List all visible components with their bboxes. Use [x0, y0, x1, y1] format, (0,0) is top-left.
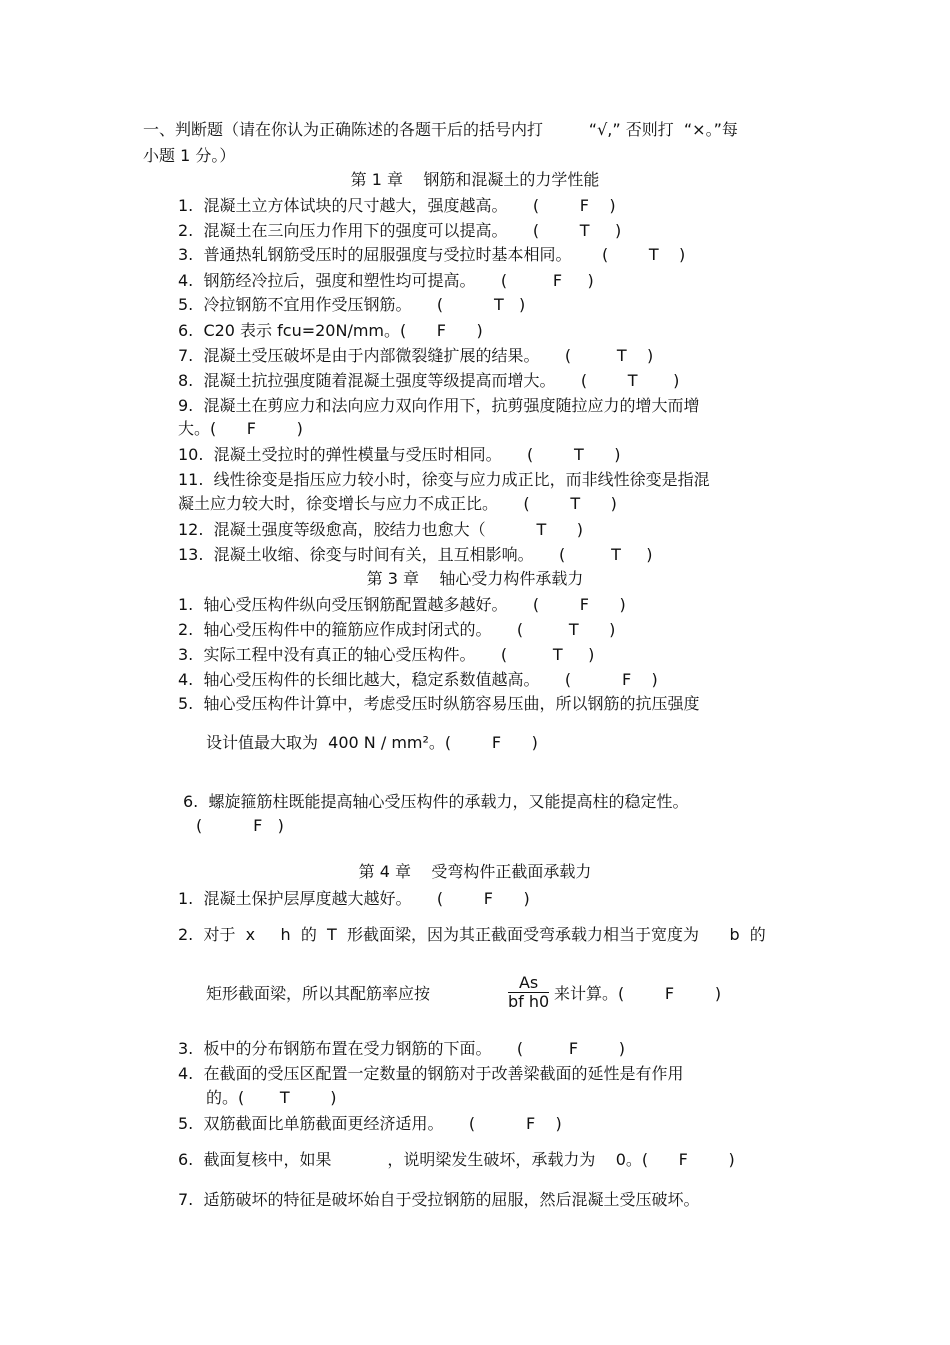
ch1-item: 6. C20 表示 fcu=20N/mm。( F ) — [178, 321, 483, 340]
ch4-item: 5. 双筋截面比单筋截面更经济适用。 ( F ) — [178, 1114, 562, 1133]
ch3-item: 5. 轴心受压构件计算中，考虑受压时纵筋容易压曲，所以钢筋的抗压强度 — [178, 694, 700, 713]
ch1-item: 凝土应力较大时，徐变增长与应力不成正比。 ( T ) — [178, 494, 617, 513]
ch3-item: 6. 螺旋箍筋柱既能提高轴心受压构件的承载力，又能提高柱的稳定性。 — [183, 792, 689, 811]
reinforcement-ratio-fraction — [508, 974, 549, 1011]
ch1-item: 3. 普通热轧钢筋受压时的屈服强度与受拉时基本相同。 ( T ) — [178, 245, 686, 264]
ch1-item: 11. 线性徐变是指压应力较小时，徐变与应力成正比，而非线性徐变是指混 — [178, 470, 710, 489]
header-line-2: 小题 1 分。） — [143, 146, 236, 165]
ch3-item: 3. 实际工程中没有真正的轴心受压构件。 ( T ) — [178, 645, 595, 664]
header-line-1: 一、判断题（请在你认为正确陈述的各题干后的括号内打 “√,” 否则打 “×。”每 — [143, 120, 738, 139]
chapter-1-title: 第 1 章 钢筋和混凝土的力学性能 — [350, 170, 600, 189]
ch1-item: 2. 混凝土在三向压力作用下的强度可以提高。 ( T ) — [178, 221, 622, 240]
ch1-item: 7. 混凝土受压破坏是由于内部微裂缝扩展的结果。 ( T ) — [178, 346, 654, 365]
chapter-3-title: 第 3 章 轴心受力构件承载力 — [366, 569, 584, 588]
ch4-item: 来计算。( F ) — [554, 984, 722, 1003]
ch4-item: 的。( T ) — [206, 1088, 337, 1107]
chapter-4-title: 第 4 章 受弯构件正截面承载力 — [358, 862, 592, 881]
ch1-item: 10. 混凝土受拉时的弹性模量与受压时相同。 ( T ) — [178, 445, 621, 464]
ch1-item: 5. 冷拉钢筋不宜用作受压钢筋。 ( T ) — [178, 295, 526, 314]
ch4-item: 1. 混凝土保护层厚度越大越好。 ( F ) — [178, 889, 530, 908]
ch1-item: 8. 混凝土抗拉强度随着混凝土强度等级提高而增大。 ( T ) — [178, 371, 680, 390]
ch4-item: 矩形截面梁，所以其配筋率应按 — [206, 984, 431, 1003]
ch4-item: 2. 对于 x h 的 T 形截面梁，因为其正截面受弯承载力相当于宽度为 b 的 — [178, 925, 766, 944]
ch1-item: 12. 混凝土强度等级愈高，胶结力也愈大（ T ) — [178, 520, 584, 539]
ch3-item: ( F ) — [196, 816, 284, 835]
ch4-item: 4. 在截面的受压区配置一定数量的钢筋对于改善梁截面的延性是有作用 — [178, 1064, 684, 1083]
ch4-item: 6. 截面复核中，如果 ，说明梁发生破坏，承载力为 0。( F ) — [178, 1150, 735, 1169]
ch1-item: 4. 钢筋经冷拉后，强度和塑性均可提高。 ( F ) — [178, 271, 594, 290]
ch4-item: 7. 适筋破坏的特征是破坏始自于受拉钢筋的屈服，然后混凝土受压破坏。 — [178, 1190, 700, 1209]
ch3-item: 1. 轴心受压构件纵向受压钢筋配置越多越好。 ( F ) — [178, 595, 626, 614]
ch1-item: 9. 混凝土在剪应力和法向应力双向作用下，抗剪强度随拉应力的增大而增 — [178, 396, 700, 415]
ch3-item: 设计值最大取为 400 N / mm²。( F ) — [206, 733, 538, 752]
ch3-item: 4. 轴心受压构件的长细比越大，稳定系数值越高。 ( F ) — [178, 670, 658, 689]
ch1-item: 1. 混凝土立方体试块的尺寸越大，强度越高。 ( F ) — [178, 196, 616, 215]
fraction-denominator: bf h0 — [508, 992, 550, 1011]
ch1-item: 大。( F ) — [178, 419, 303, 438]
fraction-numerator: As — [508, 974, 549, 993]
ch1-item: 13. 混凝土收缩、徐变与时间有关，且互相影响。 ( T ) — [178, 545, 653, 564]
ch3-item: 2. 轴心受压构件中的箍筋应作成封闭式的。 ( T ) — [178, 620, 616, 639]
ch4-item: 3. 板中的分布钢筋布置在受力钢筋的下面。 ( F ) — [178, 1039, 626, 1058]
